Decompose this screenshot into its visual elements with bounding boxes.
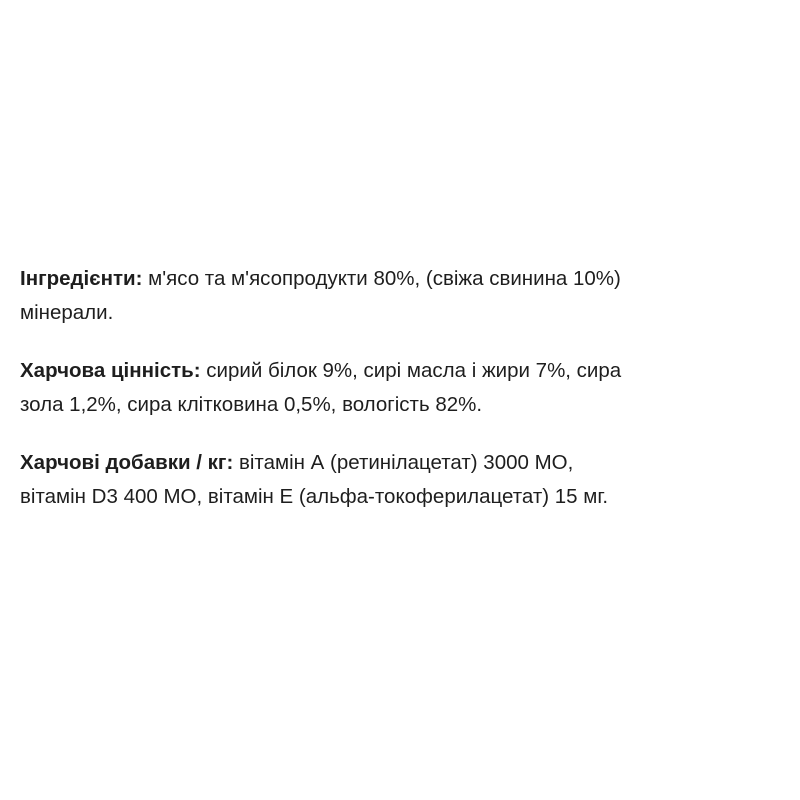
ingredients-text-1: м'ясо та м'ясопродукти 80%, (свіжа свинина 10%) — [142, 267, 621, 290]
additives-line-1 — [20, 446, 790, 480]
ingredients-line-2: мінерали. — [20, 301, 114, 324]
nutrition-text-1: сирий білок 9%, сирі масла і жири 7%, сира — [200, 359, 622, 382]
nutrition-paragraph — [20, 354, 790, 422]
ingredients-label: Інгредієнти: — [20, 267, 143, 290]
nutrition-label: Харчова цінність: — [20, 359, 201, 382]
nutrition-line-1 — [20, 354, 790, 388]
additives-text-1: вітамін А (ретинілацетат) 3000 МО, — [233, 451, 574, 474]
ingredients-line-1 — [20, 262, 790, 296]
nutrition-line-2: зола 1,2%, сира клітковина 0,5%, вологість 82%. — [20, 393, 483, 416]
additives-paragraph — [20, 446, 790, 514]
additives-line-2: вітамін D3 400 МО, вітамін Е (альфа-токоферилацетат) 15 мг. — [20, 485, 609, 508]
ingredients-paragraph — [20, 262, 790, 330]
product-description — [20, 262, 790, 538]
additives-label: Харчові добавки / кг: — [20, 451, 234, 474]
